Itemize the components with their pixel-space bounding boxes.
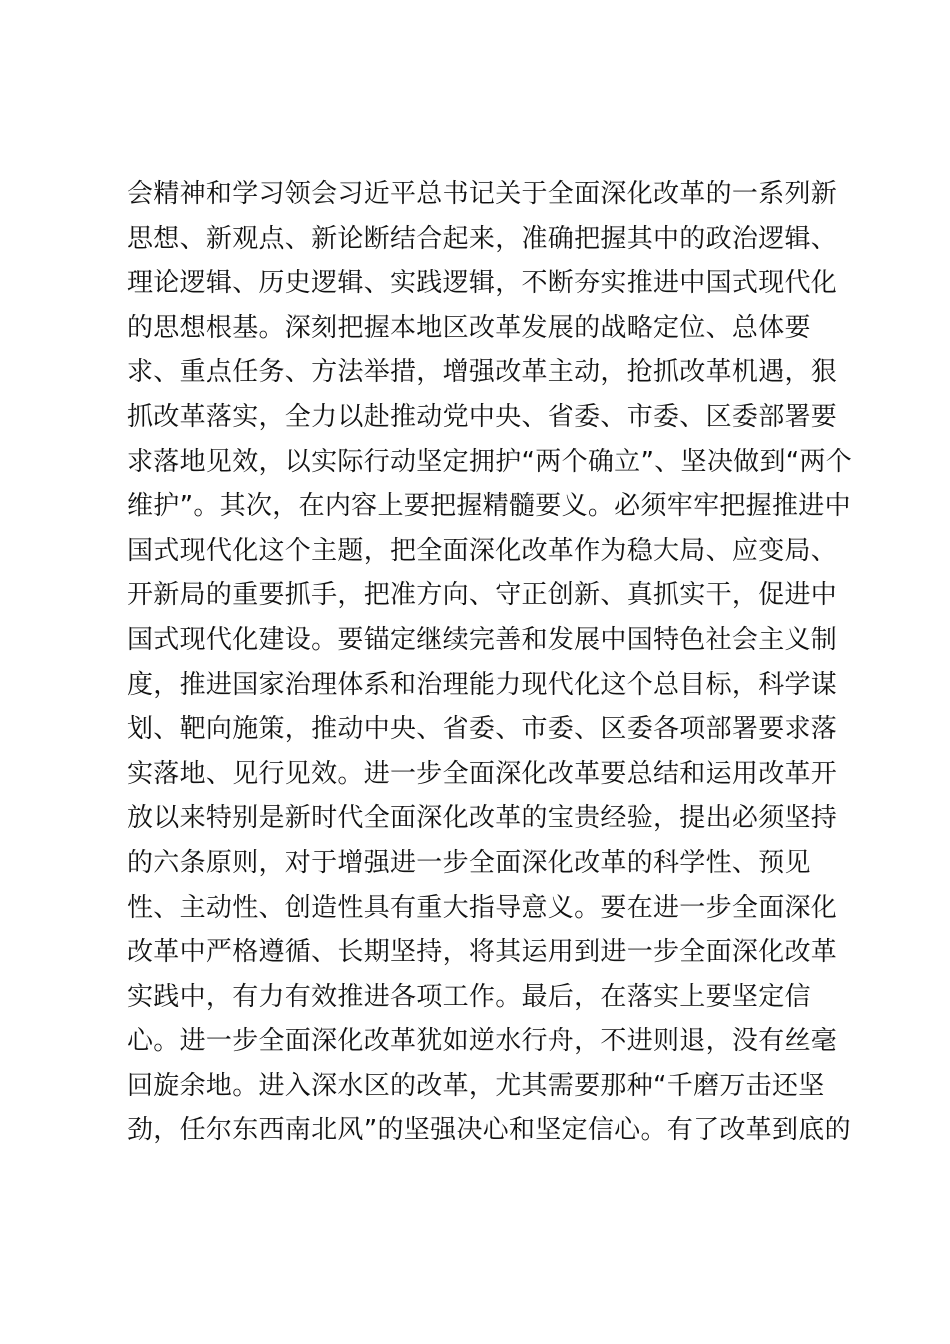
- text-line: 维护”。其次，在内容上要把握精髓要义。必须牢牢把握推进中: [127, 491, 851, 522]
- text-line: 实践中，有力有效推进各项工作。最后，在落实上要坚定信: [127, 981, 811, 1012]
- text-line: 开新局的重要抓手，把准方向、守正创新、真抓实干，促进中: [127, 580, 838, 611]
- text-line: 理论逻辑、历史逻辑、实践逻辑，不断夯实推进中国式现代化: [127, 268, 838, 299]
- text-line: 的六条原则，对于增强进一步全面深化改革的科学性、预见: [127, 847, 811, 878]
- text-line: 劲，任尔东西南北风”的坚强决心和坚定信心。有了改革到底的: [127, 1115, 851, 1146]
- text-line: 回旋余地。进入深水区的改革，尤其需要那种“千磨万击还坚: [127, 1070, 825, 1101]
- text-line: 心。进一步全面深化改革犹如逆水行舟，不进则退，没有丝毫: [127, 1026, 838, 1057]
- text-line: 度，推进国家治理体系和治理能力现代化这个总目标，科学谋: [127, 669, 838, 700]
- text-line: 划、靶向施策，推动中央、省委、市委、区委各项部署要求落: [127, 714, 838, 745]
- text-line: 国式现代化建设。要锚定继续完善和发展中国特色社会主义制: [127, 624, 838, 655]
- text-line: 的思想根基。深刻把握本地区改革发展的战略定位、总体要: [127, 312, 811, 343]
- text-line: 会精神和学习领会习近平总书记关于全面深化改革的一系列新: [127, 179, 838, 209]
- text-line: 实落地、见行见效。进一步全面深化改革要总结和运用改革开: [127, 758, 838, 789]
- text-line: 求落地见效，以实际行动坚定拥护“两个确立”、坚决做到“两个: [127, 446, 853, 477]
- text-line: 抓改革落实，全力以赴推动党中央、省委、市委、区委部署要: [127, 401, 838, 432]
- text-line: 思想、新观点、新论断结合起来，准确把握其中的政治逻辑、: [127, 223, 838, 254]
- text-line: 改革中严格遵循、长期坚持，将其运用到进一步全面深化改革: [127, 937, 838, 968]
- text-line: 放以来特别是新时代全面深化改革的宝贵经验，提出必须坚持: [127, 803, 838, 834]
- text-line: 性、主动性、创造性具有重大指导意义。要在进一步全面深化: [127, 892, 838, 923]
- text-line: 求、重点任务、方法举措，增强改革主动，抢抓改革机遇，狠: [127, 357, 838, 388]
- body-paragraph: [127, 172, 853, 1153]
- text-line: 国式现代化这个主题，把全面深化改革作为稳大局、应变局、: [127, 535, 838, 566]
